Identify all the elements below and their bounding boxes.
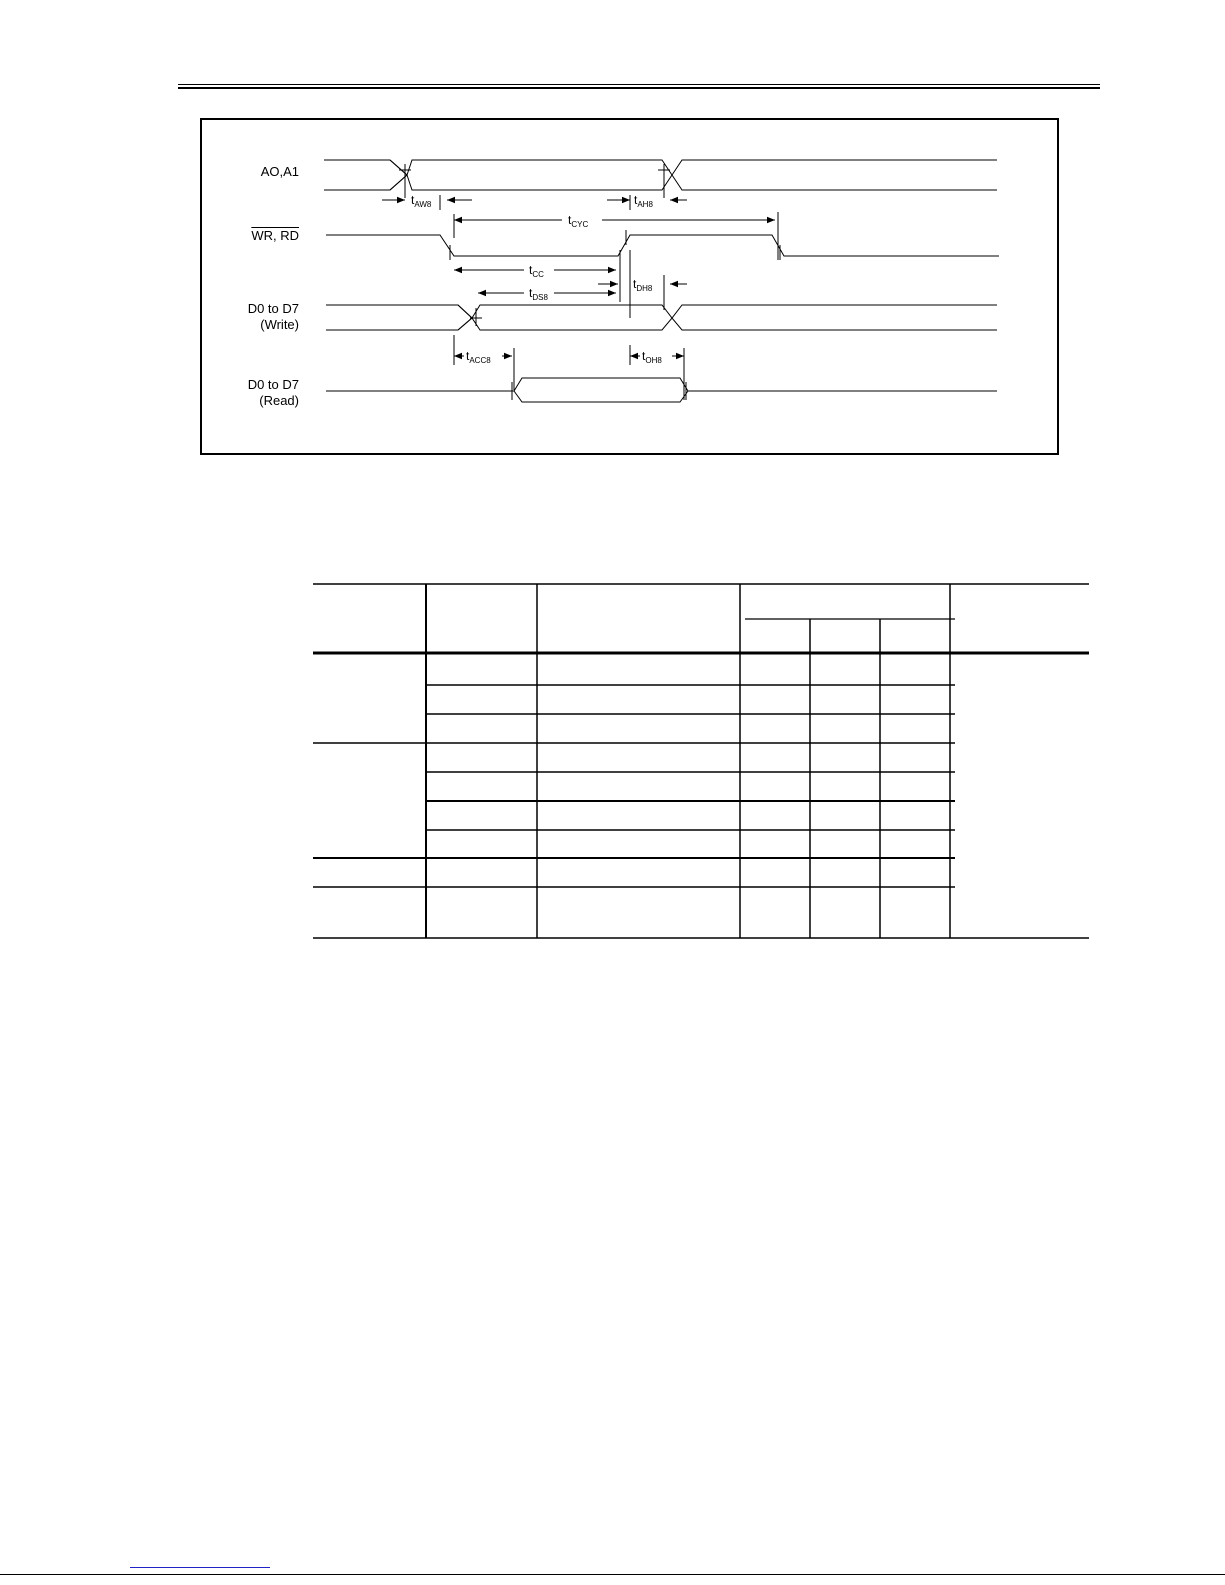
signal-label-data-read-main: D0 to D7	[247, 377, 299, 392]
header-rule-top	[178, 84, 1100, 85]
label-tds8: $t_{DS8}$	[529, 286, 548, 302]
timing-diagram	[200, 118, 1059, 455]
footer-rule	[0, 1574, 1225, 1575]
footer-link[interactable]	[130, 1567, 270, 1568]
header-rule-bottom	[178, 87, 1100, 89]
label-toh8: $t_{OH8}$	[642, 349, 662, 365]
waveform-address	[324, 160, 997, 198]
label-tcc: $t_{CC}$	[529, 263, 544, 279]
label-tah8: $t_{AH8}$	[634, 193, 653, 209]
signal-label-address: AO,A1	[260, 164, 299, 179]
signal-label-data-write-main: D0 to D7	[247, 301, 299, 316]
waveform-data-write	[326, 305, 997, 330]
waveform-data-read	[326, 378, 997, 402]
spec-table-grid	[313, 583, 1091, 943]
signal-label-data-read-sub: (Read)	[259, 393, 299, 408]
label-tacc8: $t_{ACC8}$	[466, 349, 491, 365]
signal-label-data-write-sub: (Write)	[260, 317, 299, 332]
label-tdh8: $t_{DH8}$	[633, 277, 653, 293]
waveform-wr-rd	[326, 230, 999, 260]
timing-waveforms	[202, 120, 1057, 453]
signal-label-wr-rd-text: WR, RD	[251, 228, 299, 243]
label-taw8: $t_{AW8}$	[411, 193, 432, 209]
label-tcyc: $t_{CYC}$	[568, 213, 589, 229]
